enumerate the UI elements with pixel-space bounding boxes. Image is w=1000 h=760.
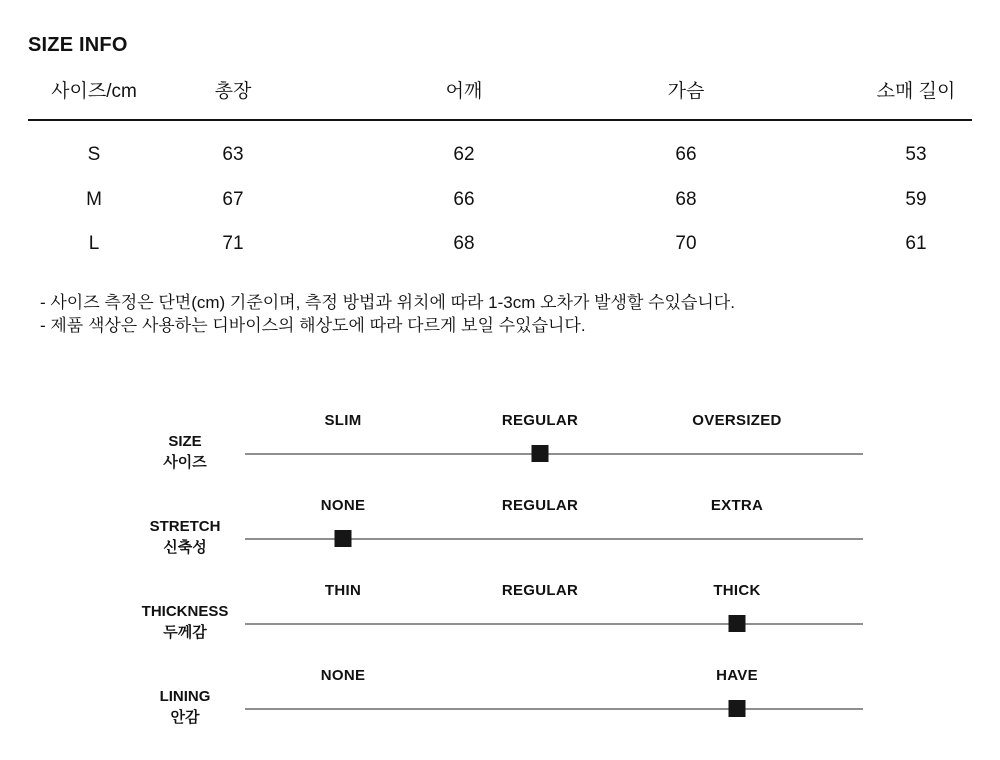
size-notes [40, 291, 735, 337]
selected-marker [335, 530, 352, 547]
header-cell-size-unit: 사이즈/cm [51, 81, 137, 102]
attribute-scale-stretch [0, 475, 1000, 560]
value-total-length: 67 [222, 189, 244, 210]
size-label: M [86, 189, 102, 210]
scale-line [245, 708, 863, 710]
value-shoulder: 62 [453, 144, 475, 165]
selected-marker [532, 445, 549, 462]
attribute-name [125, 431, 245, 473]
value-sleeve-length: 61 [905, 233, 927, 254]
selected-marker [729, 700, 746, 717]
option-label-oversized: OVERSIZED [692, 412, 782, 429]
value-sleeve-length: 59 [905, 189, 927, 210]
attribute-name [125, 516, 245, 558]
table-row-s [0, 141, 1000, 169]
note-color: - 제품 색상은 사용하는 디바이스의 해상도에 따라 다르게 보일 수있습니다. [40, 316, 586, 335]
value-shoulder: 68 [453, 233, 475, 254]
attribute-name-en: SIZE [168, 433, 202, 450]
attribute-scale-size [0, 390, 1000, 475]
scale-line [245, 453, 863, 455]
value-shoulder: 66 [453, 189, 475, 210]
attribute-name [125, 601, 245, 643]
attribute-name-ko: 안감 [170, 709, 200, 726]
table-row-l [0, 230, 1000, 258]
attribute-name-en: THICKNESS [141, 603, 229, 620]
value-total-length: 71 [222, 233, 244, 254]
size-label: L [88, 233, 100, 254]
size-label: S [87, 144, 101, 165]
attribute-name-ko: 사이즈 [163, 454, 207, 471]
table-divider [28, 119, 972, 121]
attribute-scale-thickness [0, 560, 1000, 645]
selected-marker [729, 615, 746, 632]
attribute-name-en: STRETCH [149, 518, 221, 535]
attribute-name-ko: 두께감 [163, 624, 207, 641]
attribute-name [125, 686, 245, 728]
value-sleeve-length: 53 [905, 144, 927, 165]
option-label-have: HAVE [716, 667, 758, 684]
option-label-regular: REGULAR [501, 497, 579, 514]
attribute-name-ko: 신축성 [163, 539, 207, 556]
value-chest: 68 [675, 189, 697, 210]
attribute-name-en: LINING [159, 688, 211, 705]
header-cell-sleeve-length: 소매 길이 [876, 81, 956, 102]
header-cell-total-length: 총장 [214, 81, 252, 102]
attribute-scale-lining [0, 645, 1000, 730]
value-total-length: 63 [222, 144, 244, 165]
option-label-extra: EXTRA [710, 497, 764, 514]
table-row-m [0, 186, 1000, 214]
page-title: SIZE INFO [28, 34, 128, 56]
option-label-slim: SLIM [324, 412, 362, 429]
option-label-regular: REGULAR [501, 582, 579, 599]
header-cell-shoulder: 어깨 [445, 81, 483, 102]
value-chest: 70 [675, 233, 697, 254]
header-cell-chest: 가슴 [667, 81, 705, 102]
option-label-regular: REGULAR [501, 412, 579, 429]
option-label-thick: THICK [713, 582, 761, 599]
option-label-none: NONE [320, 667, 366, 684]
value-chest: 66 [675, 144, 697, 165]
note-measurement: - 사이즈 측정은 단면(cm) 기준이며, 측정 방법과 위치에 따라 1-3cm 오차가 발생할 수있습니다. [40, 293, 735, 312]
option-label-thin: THIN [324, 582, 362, 599]
option-label-none: NONE [320, 497, 366, 514]
table-header-row [0, 78, 1000, 106]
scale-line [245, 623, 863, 625]
